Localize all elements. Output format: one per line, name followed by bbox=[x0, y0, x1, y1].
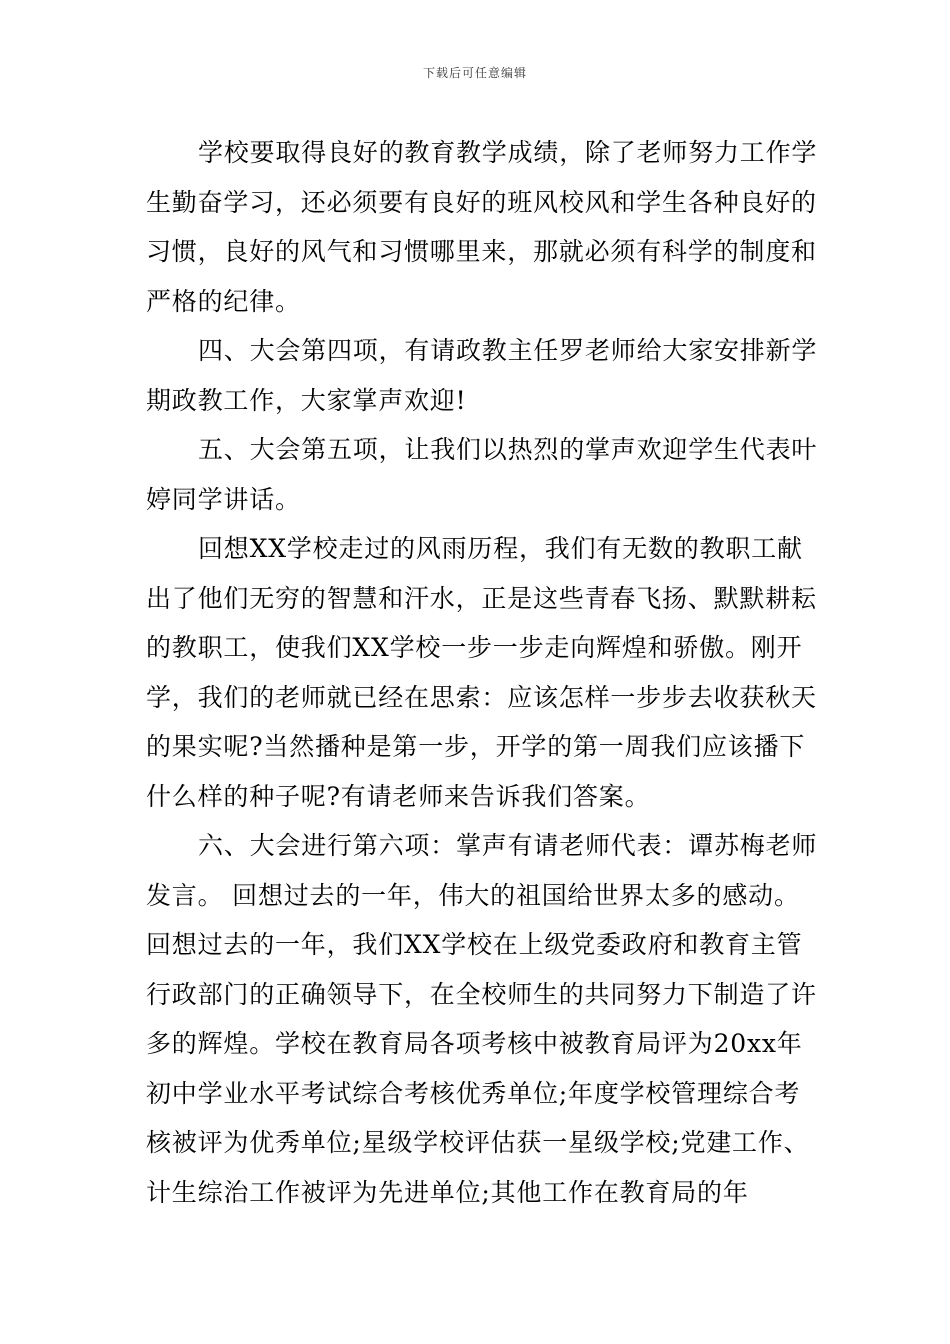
document-body bbox=[146, 128, 818, 1217]
paragraph-item-six: 六、大会进行第六项：掌声有请老师代表：谭苏梅老师发言。 回想过去的一年，伟大的祖国给世界太多的感动。回想过去的一年，我们XX学校在上级党委政府和教育主管行政部门的正确领导下，在全校师生的共同努力下制造了许多的辉煌。学校在教育局各项考核中被教育局评为20xx年初中学业水平考试综合考核优秀单位;年度学校管理综合考核被评为优秀单位;星级学校评估获一星级学校;党建工作、计生综治工作被评为先进单位;其他工作在教育局的年 bbox=[146, 831, 818, 1207]
page-header: 下载后可任意编辑 bbox=[422, 66, 527, 80]
paragraph-discipline: 学校要取得良好的教育教学成绩，除了老师努力工作学生勤奋学习，还必须要有良好的班风校风和学生各种良好的习惯，良好的风气和习惯哪里来，那就必须有科学的制度和严格的纪律。 bbox=[146, 138, 818, 316]
paragraph-history: 回想XX学校走过的风雨历程，我们有无数的教职工献出了他们无穷的智慧和汗水，正是这些青春飞扬、默默耕耘的教职工，使我们XX学校一步一步走向辉煌和骄傲。刚开学，我们的老师就已经在思索：应该怎样一步步去收获秋天的果实呢?当然播种是第一步，开学的第一周我们应该播下什么样的种子呢?有请老师来告诉我们答案。 bbox=[146, 534, 817, 811]
paragraph-item-five: 五、大会第五项，让我们以热烈的掌声欢迎学生代表叶婷同学讲话。 bbox=[146, 435, 818, 514]
paragraph-item-four: 四、大会第四项，有请政教主任罗老师给大家安排新学期政教工作，大家掌声欢迎! bbox=[146, 336, 818, 415]
